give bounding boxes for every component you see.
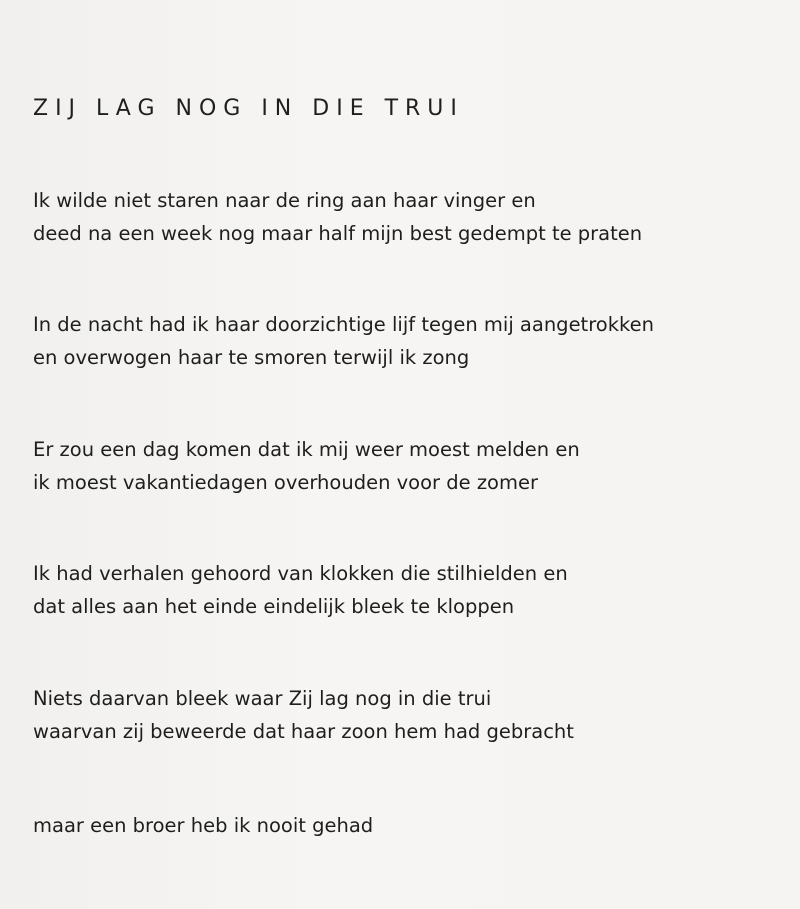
- poem-line: deed na een week nog maar half mijn best gedempt te praten: [33, 222, 643, 245]
- poem-line: dat alles aan het einde eindelijk bleek te kloppen: [33, 595, 515, 618]
- stanza: [33, 433, 580, 499]
- poem-line: maar een broer heb ik nooit gehad: [33, 814, 374, 837]
- poem-line: en overwogen haar te smoren terwijl ik zong: [33, 346, 470, 369]
- stanza: [33, 184, 642, 250]
- poem-line: Niets daarvan bleek waar Zij lag nog in die trui: [33, 687, 492, 710]
- poem-line: ik moest vakantiedagen overhouden voor de zomer: [33, 471, 538, 494]
- stanza: [33, 809, 373, 842]
- poem-line: Ik wilde niet staren naar de ring aan haar vinger en: [33, 189, 536, 212]
- poem-line: Ik had verhalen gehoord van klokken die stilhielden en: [33, 562, 568, 585]
- poem-line: Er zou een dag komen dat ik mij weer moest melden en: [33, 438, 580, 461]
- stanza: [33, 682, 574, 748]
- poem-title: ZIJ LAG NOG IN DIE TRUI: [33, 96, 464, 121]
- stanza: [33, 308, 654, 374]
- stanza: [33, 557, 568, 623]
- poem-line: In de nacht had ik haar doorzichtige lijf tegen mij aangetrokken: [33, 313, 654, 336]
- poem-line: waarvan zij beweerde dat haar zoon hem had gebracht: [33, 720, 574, 743]
